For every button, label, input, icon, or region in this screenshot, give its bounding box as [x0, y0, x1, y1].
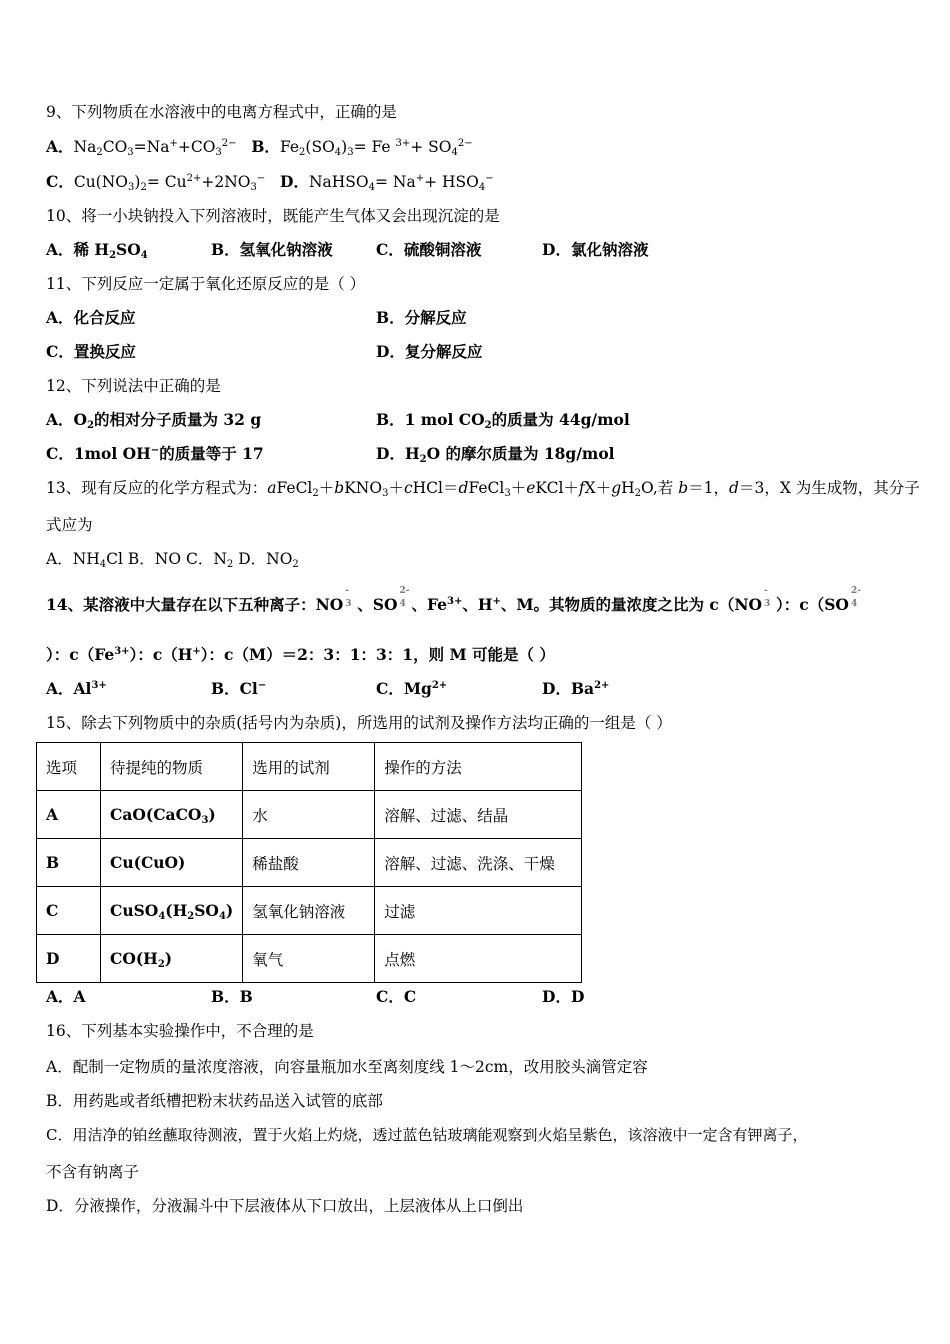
table-row: D $CO(H_2)$ 氧气 点燃 — [37, 935, 582, 983]
table-header-row: 选项 待提纯的物质 选用的试剂 操作的方法 — [37, 743, 582, 791]
q9-options-cd: C．$Cu(NO_3)_2= Cu^{2+}+2NO_3^-$ D．NaHSO$_4$= $Na^++ HSO_4^-$ — [46, 172, 494, 193]
exam-page: 9、下列物质在水溶液中的电离方程式中，正确的是 A．$Na_2CO_3=Na^++CO_3^{2-}$ B．$Fe_2(SO_4)_3= Fe$ $^{3+}+ SO_4^{2-}$ C．$Cu(NO_3)_2= Cu^{2+}+2NO_3^-$ D．NaHSO$_4$= $Na^++ HSO_4^-$ 10、将一小块钠投入下列溶液时，既能产生气体又会出现沉淀的是 A．稀 $H_2SO_4$ B．氢氧化钠溶液 C．硫酸铜溶液 D．氯化钠溶液 11、下列反应一定属于氧化还原反应的是（ ） A．化合反应 B．分解反应 C．置换反应 D．复分解反应 12、下列说法中正确的是 A．$O_2$的相对分子质量为 32 g B．1 mol $CO_2$的质量为 44g/mol C．1mol OH−的质量等于 17 D．$H_2O$ 的摩尔质量为 18g/mol 13、现有反应的化学方程式为：$aFeCl_2+bKNO_3+cHCl=dFeCl_3+eKCl+fX+gH_2O$,若 b＝1，d＝3，X 为生成物，其分子 式应为 A．$NH_4Cl$ B．NO C．$N_2$ D．$NO_2$ 14、某溶液中大量存在以下五种离子：NO - 3 、SO 2- 4 、$Fe^{3+}$、H+、M。其物质的量浓度之比为 c（NO - 3 ）：c（SO 2- 4 ）：$c(Fe^{3+})$：c（H+）：c（M）＝2：3：1：3：1，则 M 可能是（ ） A．$Al^{3+}$ B．Cl− C．$Mg^{2+}$ D．$Ba^{2+}$ 15、除去下列物质中的杂质(括号内为杂质)，所选用的试剂及操作方法均正确的一组是（ ） 选项 待提纯的物质 选用的试剂 操作的方法 A CaO(CaCO$_3$) 水 溶解、过滤、结晶 B Cu(CuO) 稀盐酸 溶解、过滤、洗涤、干燥 C $CuSO_4(H_2SO_4)$ 氢氧化钠溶液 过滤 D $CO(H_2)$ 氧气 点燃 A．A B．B C．C D．D 16、下列基本实验操作中，不合理的是 A．配制一定物质的量浓度溶液，向容量瓶加水至离刻度线 1～2cm，改用胶头滴管定容 B．用药匙或者纸槽把粉末状药品送入试管的底部 C．用洁净的铂丝蘸取待测液，置于火焰上灼烧，透过蓝色钴玻璃能观察到火焰呈紫色，该溶液中一定含有钾离子， 不含有钠离子 D．分液操作，分液漏斗中下层液体从下口放出，上层液体从上口倒出 — [0, 0, 950, 1344]
q14-stem-cont: ）：$c(Fe^{3+})$：c（H+）：c（M）＝2：3：1：3：1，则 M 可能是（ ） — [46, 645, 555, 664]
q13-options: A．$NH_4Cl$ B．NO C．$N_2$ D．$NO_2$ — [46, 550, 299, 570]
q15-table — [36, 742, 582, 983]
q13-stem: 13、现有反应的化学方程式为：$aFeCl_2+bKNO_3+cHCl=dFeCl_3+eKCl+fX+gH_2O$,若 b＝1，d＝3，X 为生成物，其分子 — [46, 479, 920, 499]
q16-option-d: D．分液操作，分液漏斗中下层液体从下口放出，上层液体从上口倒出 — [46, 1197, 524, 1215]
q15-stem: 15、除去下列物质中的杂质(括号内为杂质)，所选用的试剂及操作方法均正确的一组是（ ） — [46, 714, 672, 732]
q10-stem: 10、将一小块钠投入下列溶液时，既能产生气体又会出现沉淀的是 — [46, 207, 500, 225]
table-row: A CaO(CaCO$_3$) 水 溶解、过滤、结晶 — [37, 791, 582, 839]
q16-option-b: B．用药匙或者纸槽把粉末状药品送入试管的底部 — [46, 1092, 383, 1110]
q9-options-ab: A．$Na_2CO_3=Na^++CO_3^{2-}$ B．$Fe_2(SO_4)_3= Fe$ $^{3+}+ SO_4^{2-}$ — [46, 137, 473, 158]
q14-stem: 14、某溶液中大量存在以下五种离子：NO - 3 、SO 2- 4 、$Fe^{3+}$、H+、M。其物质的量浓度之比为 c（NO - 3 ）：c（SO 2- 4 — [46, 586, 861, 614]
q12-stem: 12、下列说法中正确的是 — [46, 377, 221, 395]
table-row: C $CuSO_4(H_2SO_4)$ 氢氧化钠溶液 过滤 — [37, 887, 582, 935]
q16-option-c-cont: 不含有钠离子 — [46, 1163, 140, 1181]
q11-stem: 11、下列反应一定属于氧化还原反应的是（ ） — [46, 275, 366, 293]
q16-option-c: C．用洁净的铂丝蘸取待测液，置于火焰上灼烧，透过蓝色钴玻璃能观察到火焰呈紫色，该溶液中一定含有钾离子， — [46, 1126, 808, 1144]
q13-stem-cont: 式应为 — [46, 516, 93, 534]
q16-option-a: A．配制一定物质的量浓度溶液，向容量瓶加水至离刻度线 1～2cm，改用胶头滴管定容 — [46, 1058, 648, 1076]
q16-stem: 16、下列基本实验操作中，不合理的是 — [46, 1022, 314, 1040]
q9-stem: 9、下列物质在水溶液中的电离方程式中，正确的是 — [46, 103, 397, 121]
table-row: B Cu(CuO) 稀盐酸 溶解、过滤、洗涤、干燥 — [37, 839, 582, 887]
